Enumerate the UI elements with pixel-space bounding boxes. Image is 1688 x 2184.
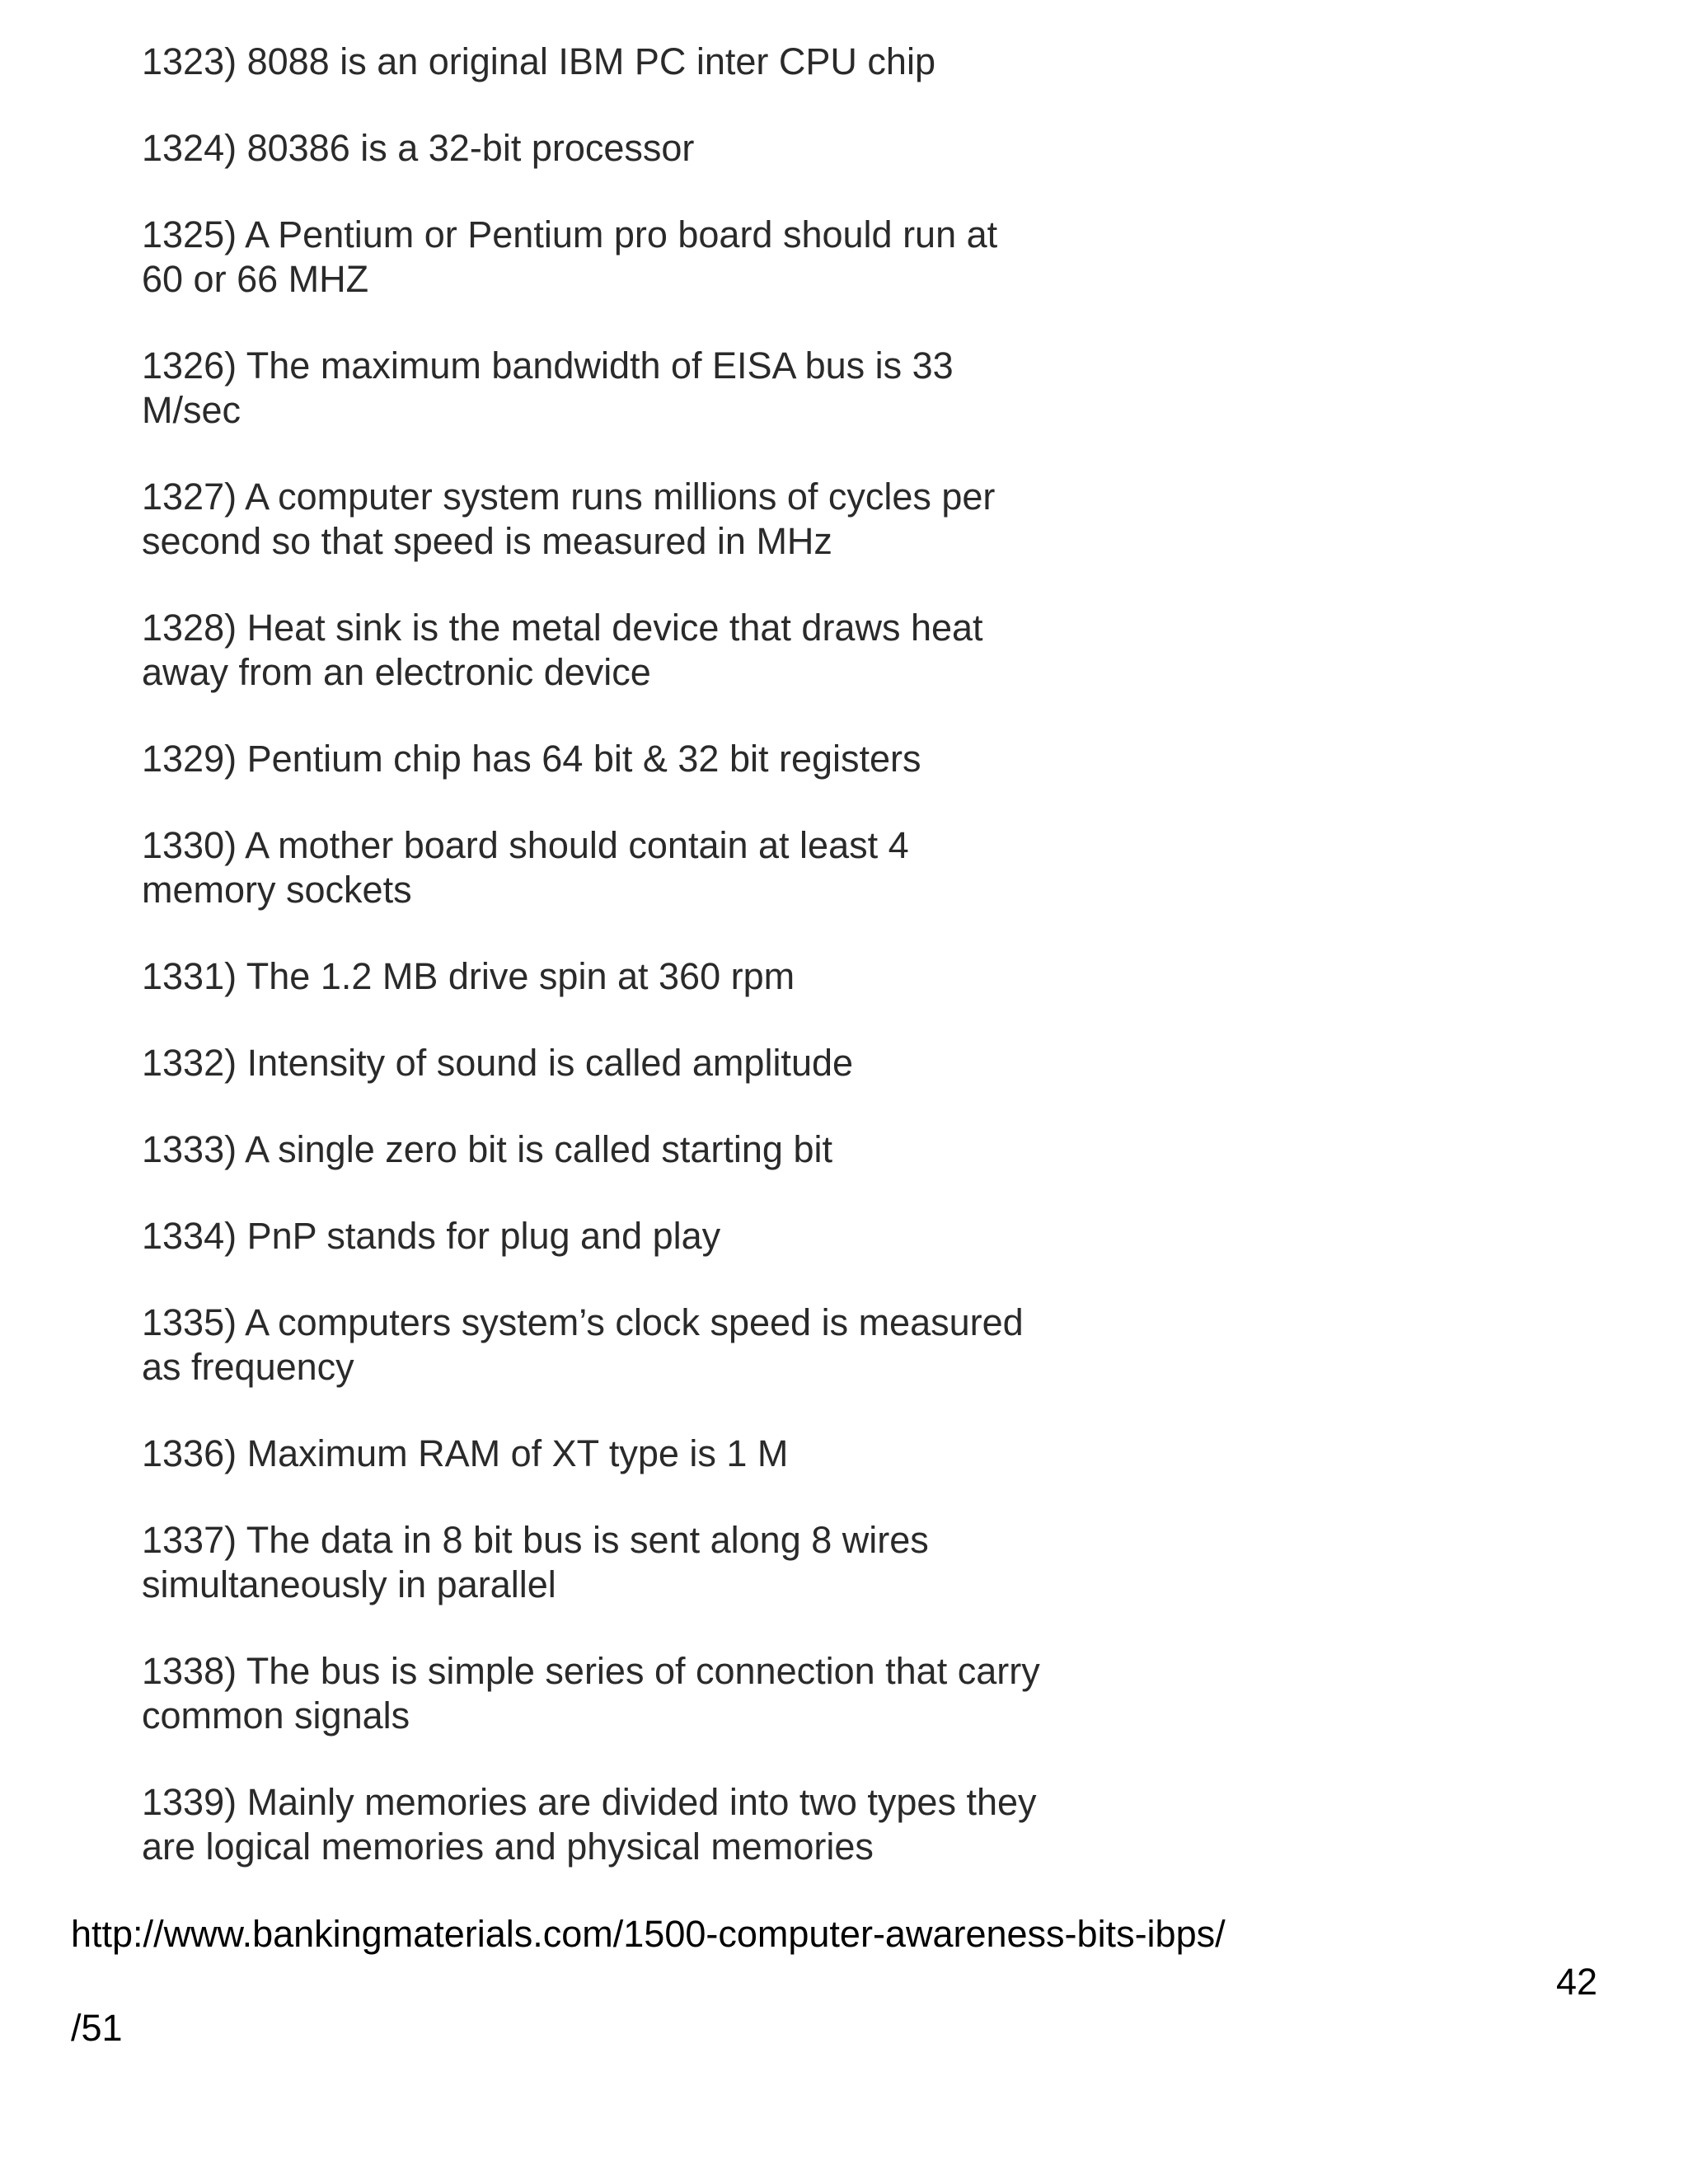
- list-item: 1324) 80386 is a 32-bit processor: [142, 127, 695, 169]
- page-number: 42: [1556, 1961, 1598, 2003]
- list-item: 1323) 8088 is an original IBM PC inter CPU chip: [142, 40, 935, 82]
- list-item: 1329) Pentium chip has 64 bit & 32 bit registers: [142, 738, 921, 780]
- source-url-link[interactable]: http://www.bankingmaterials.com/1500-computer-awareness-bits-ibps/: [71, 1913, 1226, 1955]
- list-item: 1338) The bus is simple series of connection that carry common signals: [142, 1650, 1040, 1736]
- list-item: 1332) Intensity of sound is called amplitude: [142, 1042, 854, 1084]
- list-item: 1336) Maximum RAM of XT type is 1 M: [142, 1432, 789, 1474]
- fact-list: [142, 40, 1131, 1911]
- list-item: 1337) The data in 8 bit bus is sent along 8 wires simultaneously in parallel: [142, 1519, 929, 1605]
- list-item: 1339) Mainly memories are divided into two types they are logical memories and physical memories: [142, 1781, 1037, 1868]
- page-total: /51: [71, 2007, 123, 2049]
- list-item: 1334) PnP stands for plug and play: [142, 1215, 721, 1257]
- list-item: 1326) The maximum bandwidth of EISA bus is 33 M/sec: [142, 344, 954, 431]
- list-item: 1325) A Pentium or Pentium pro board should run at 60 or 66 MHZ: [142, 213, 998, 300]
- list-item: 1331) The 1.2 MB drive spin at 360 rpm: [142, 955, 795, 997]
- list-item: 1335) A computers system’s clock speed is measured as frequency: [142, 1301, 1024, 1388]
- list-item: 1330) A mother board should contain at least 4 memory sockets: [142, 824, 909, 911]
- list-item: 1327) A computer system runs millions of cycles per second so that speed is measured in MHz: [142, 476, 996, 562]
- list-item: 1328) Heat sink is the metal device that draws heat away from an electronic device: [142, 607, 983, 693]
- list-item: 1333) A single zero bit is called starting bit: [142, 1128, 832, 1170]
